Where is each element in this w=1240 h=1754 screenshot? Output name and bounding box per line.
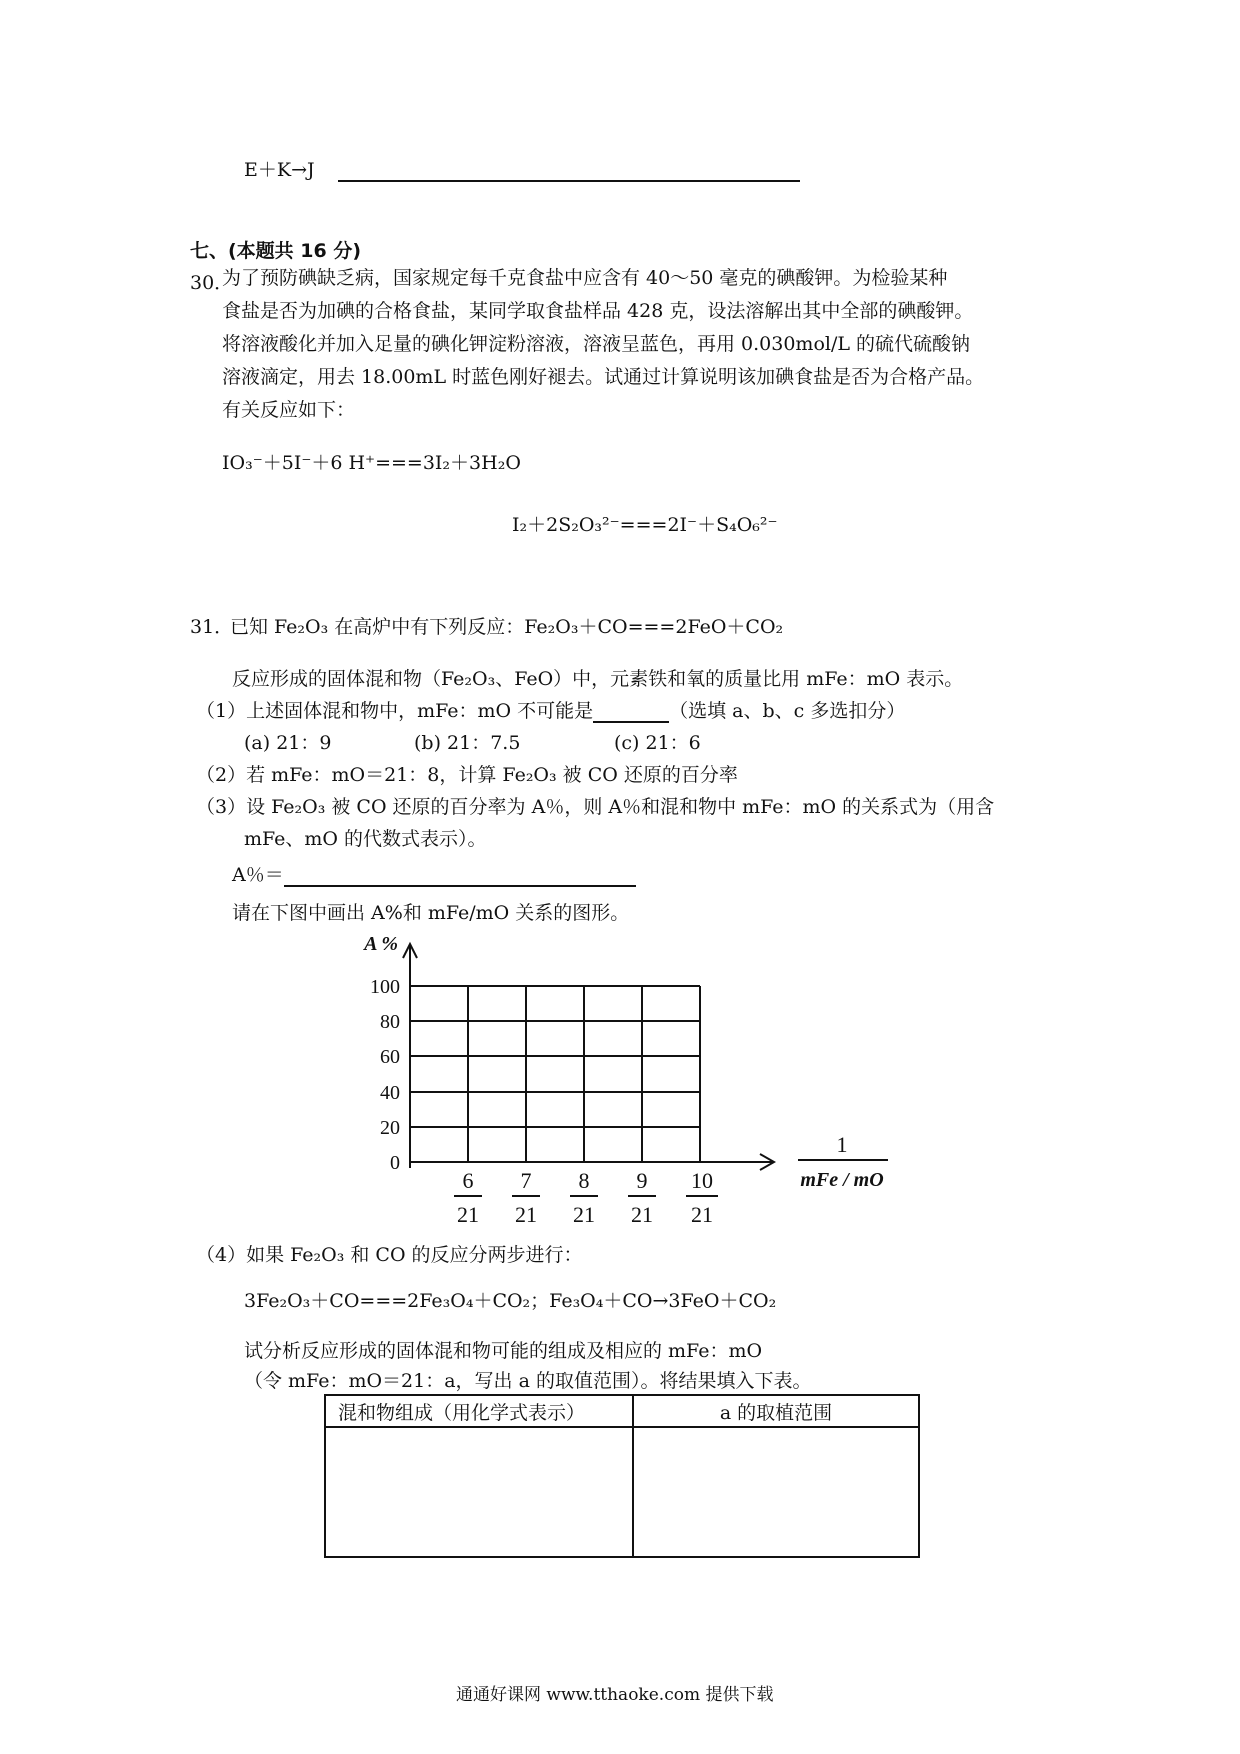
y-tick-40: 40 (380, 1082, 400, 1104)
x-tick-8-den: 21 (573, 1202, 595, 1227)
q31-desc: 反应形成的固体混和物（Fe₂O₃、FeO）中，元素铁和氧的质量比用 mFe：mO 表示。 (232, 668, 964, 690)
x-axis-label-num: 1 (836, 1132, 848, 1157)
q31-part3-answer-label: A％＝ (232, 864, 284, 886)
answer-table-header-row (325, 1395, 919, 1427)
q31-part1 (196, 696, 905, 723)
x-tick-10-num: 10 (691, 1168, 713, 1193)
x-tick-8-num: 8 (578, 1168, 590, 1193)
y-tick-0: 0 (390, 1152, 400, 1174)
answer-table (324, 1394, 920, 1558)
prev-answer-blank[interactable] (338, 158, 800, 182)
q31-part1-blank[interactable] (593, 699, 669, 723)
q30-reaction-1: IO₃⁻＋5I⁻＋6 H⁺===3I₂＋3H₂O (222, 452, 521, 474)
q31-part4-reactions: 3Fe₂O₃＋CO===2Fe₃O₄＋CO₂；Fe₃O₄＋CO→3FeO＋CO₂ (244, 1290, 777, 1312)
q31-part3-answer-blank[interactable] (284, 863, 636, 887)
q31-part3-answer (232, 860, 636, 887)
x-tick-9-den: 21 (631, 1202, 653, 1227)
q31-part1-text: （1）上述固体混和物中，mFe：mO 不可能是 (196, 700, 594, 722)
y-tick-20: 20 (380, 1117, 400, 1139)
answer-table-header-range: a 的取植范围 (633, 1395, 919, 1427)
y-tick-80: 80 (380, 1011, 400, 1033)
q30-number: 30． (190, 272, 234, 294)
q30-line-5: 有关反应如下： (222, 399, 356, 421)
answer-table-body-row (325, 1427, 919, 1557)
q30-reaction-2: I₂＋2S₂O₃²⁻===2I⁻＋S₄O₆²⁻ (512, 514, 778, 536)
q31-part4-line3: 试分析反应形成的固体混和物可能的组成及相应的 mFe：mO (244, 1340, 763, 1362)
q30-body (222, 262, 984, 427)
prev-equation-text: E＋K→J (244, 159, 315, 181)
graph-grid (410, 986, 700, 1162)
x-tick-7-num: 7 (520, 1168, 532, 1193)
q30-line-1: 为了预防碘缺乏病，国家规定每千克食盐中应含有 40～50 毫克的碘酸钾。为检验某种 (222, 267, 948, 289)
q31-part3-line1: （3）设 Fe₂O₃ 被 CO 还原的百分率为 A％，则 A％和混和物中 mFe：mO 的关系式为（用含 (196, 796, 995, 818)
x-tick-7-den: 21 (515, 1202, 537, 1227)
q30-line-2: 食盐是否为加碘的合格食盐，某同学取食盐样品 428 克，设法溶解出其中全部的碘酸钾。 (222, 300, 974, 322)
x-tick-9-num: 9 (636, 1168, 648, 1193)
q31-part2: （2）若 mFe：mO＝21：8，计算 Fe₂O₃ 被 CO 还原的百分率 (196, 764, 738, 786)
x-tick-10-den: 21 (691, 1202, 713, 1227)
q31-part3-graph-instruction: 请在下图中画出 A%和 mFe/mO 关系的图形。 (232, 902, 630, 924)
q31-option-a: (a) 21：9 (244, 732, 332, 754)
answer-cell-range[interactable] (633, 1427, 919, 1557)
q31-intro: 已知 Fe₂O₃ 在高炉中有下列反应：Fe₂O₃＋CO===2FeO＋CO₂ (230, 616, 784, 638)
y-tick-100: 100 (370, 976, 400, 998)
q31-option-c: (c) 21：6 (614, 732, 701, 754)
answer-table-header-composition: 混和物组成（用化学式表示） (325, 1395, 633, 1427)
section-title: 七、(本题共 16 分) (190, 240, 362, 262)
q31-part4-line4: （令 mFe：mO＝21：a，写出 a 的取值范围）。将结果填入下表。 (244, 1370, 812, 1392)
footer-text: 通通好课网 www.tthaoke.com 提供下载 (456, 1685, 774, 1705)
graph[interactable] (350, 930, 900, 1230)
x-axis-label-den: mFe / mO (800, 1169, 884, 1191)
q30-line-3: 将溶液酸化并加入足量的碘化钾淀粉溶液，溶液呈蓝色，再用 0.030mol/L 的硫代硫酸钠 (222, 333, 971, 355)
q30-line-4: 溶液滴定，用去 18.00mL 时蓝色刚好褪去。试通过计算说明该加碘食盐是否为合格产品。 (222, 366, 985, 388)
q31-part3-line2: mFe、mO 的代数式表示）。 (244, 828, 487, 850)
x-tick-6-den: 21 (457, 1202, 479, 1227)
x-tick-6-num: 6 (462, 1168, 474, 1193)
answer-cell-composition[interactable] (325, 1427, 633, 1557)
y-tick-60: 60 (380, 1046, 400, 1068)
q31-part4-line1: （4）如果 Fe₂O₃ 和 CO 的反应分两步进行： (196, 1244, 583, 1266)
q31-number: 31． (190, 616, 234, 638)
q31-part1-tail: （选填 a、b、c 多选扣分） (669, 700, 906, 722)
y-axis-label: A % (364, 933, 398, 955)
prev-equation (244, 155, 315, 182)
q31-option-b: (b) 21：7.5 (414, 732, 521, 754)
